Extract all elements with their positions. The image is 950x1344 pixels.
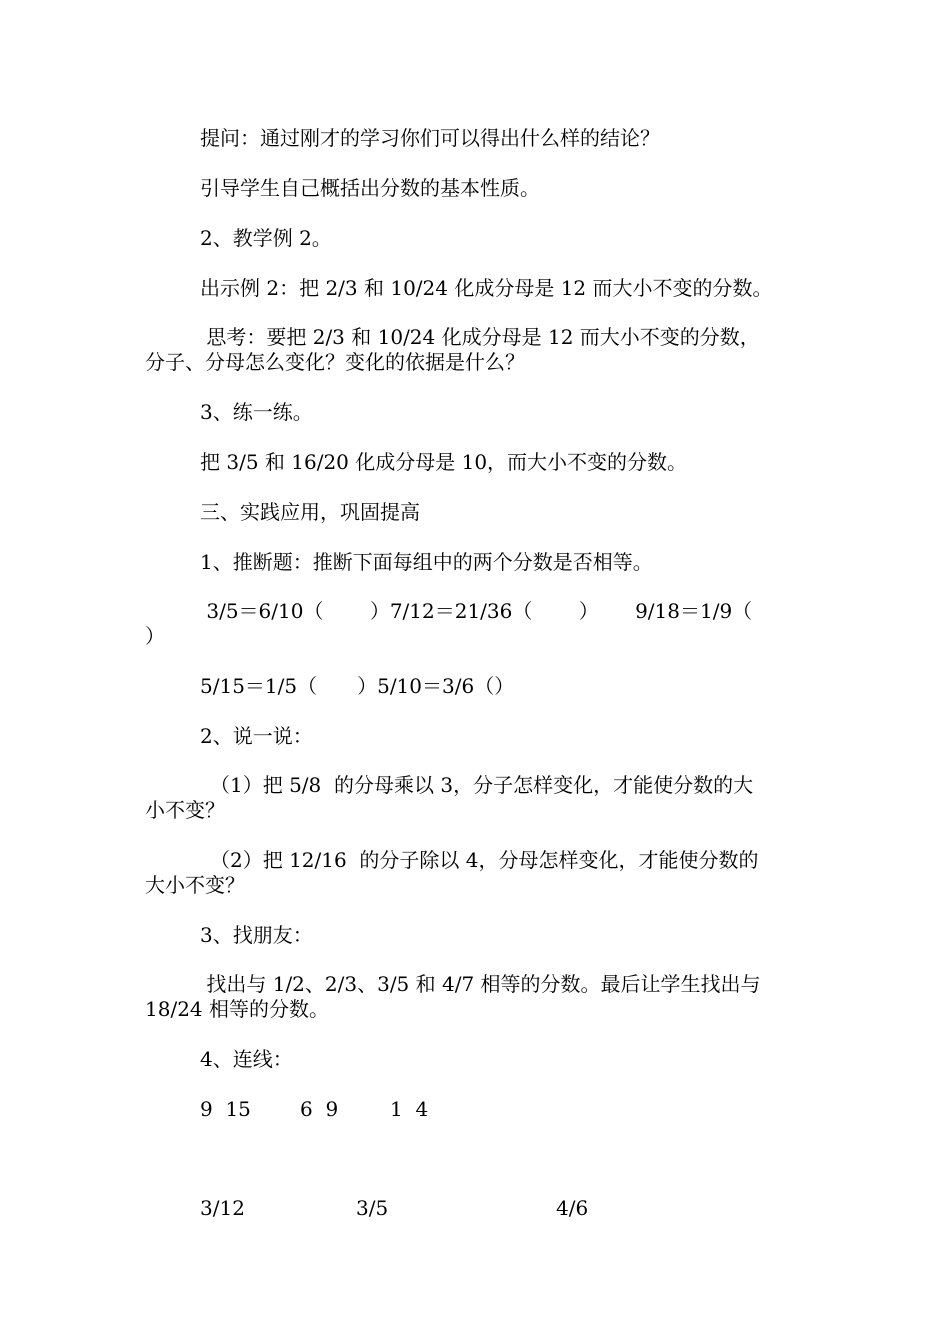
section-heading-example2: 2、教学例 2。	[200, 226, 332, 250]
guide-line: 引导学生自己概括出分数的基本性质。	[200, 176, 540, 200]
say-item-1-line-2: 小不变？	[145, 798, 225, 822]
think-line-1: 思考：要把 2/3 和 10/24 化成分母是 12 而大小不变的分数，	[200, 325, 760, 349]
question-line: 提问：通过刚才的学习你们可以得出什么样的结论？	[200, 126, 660, 150]
section-heading-application: 三、实践应用，巩固提高	[200, 500, 420, 524]
friends-line-1: 找出与 1/2、2/3、3/5 和 4/7 相等的分数。最后让学生找出与	[200, 972, 761, 996]
connect-top-item-1: 9 15	[200, 1097, 251, 1121]
friends-line-2: 18/24 相等的分数。	[145, 997, 329, 1021]
example2-statement: 出示例 2：把 2/3 和 10/24 化成分母是 12 而大小不变的分数。	[200, 276, 773, 300]
say-item-2-line-1: （2）把 12/16 的分子除以 4，分母怎样变化，才能使分数的	[200, 848, 759, 872]
say-item-1-line-1: （1）把 5/8 的分母乘以 3，分子怎样变化，才能使分数的大	[200, 773, 754, 797]
section-heading-practice: 3、练一练。	[200, 400, 313, 424]
judgment-heading: 1、推断题：推断下面每组中的两个分数是否相等。	[200, 550, 653, 574]
section-heading-connect: 4、连线：	[200, 1047, 293, 1071]
connect-top-item-2: 6 9	[300, 1097, 339, 1121]
think-line-2: 分子、分母怎么变化？变化的依据是什么？	[145, 350, 525, 374]
judgment-row-1: 3/5＝6/10（ ）7/12＝21/36（ ） 9/18＝1/9（	[200, 599, 753, 623]
connect-top-item-3: 1 4	[390, 1097, 429, 1121]
connect-bottom-item-2: 3/5	[356, 1196, 389, 1220]
connect-bottom-item-1: 3/12	[200, 1196, 245, 1220]
say-item-2-line-2: 大小不变？	[145, 873, 245, 897]
judgment-row-1-wrap: ）	[145, 624, 165, 648]
practice-statement: 把 3/5 和 16/20 化成分母是 10，而大小不变的分数。	[200, 450, 688, 474]
judgment-row-2: 5/15＝1/5（ ）5/10＝3/6（）	[200, 674, 515, 698]
section-heading-friends: 3、找朋友：	[200, 923, 313, 947]
section-heading-say: 2、说一说：	[200, 724, 313, 748]
connect-bottom-item-3: 4/6	[556, 1196, 589, 1220]
